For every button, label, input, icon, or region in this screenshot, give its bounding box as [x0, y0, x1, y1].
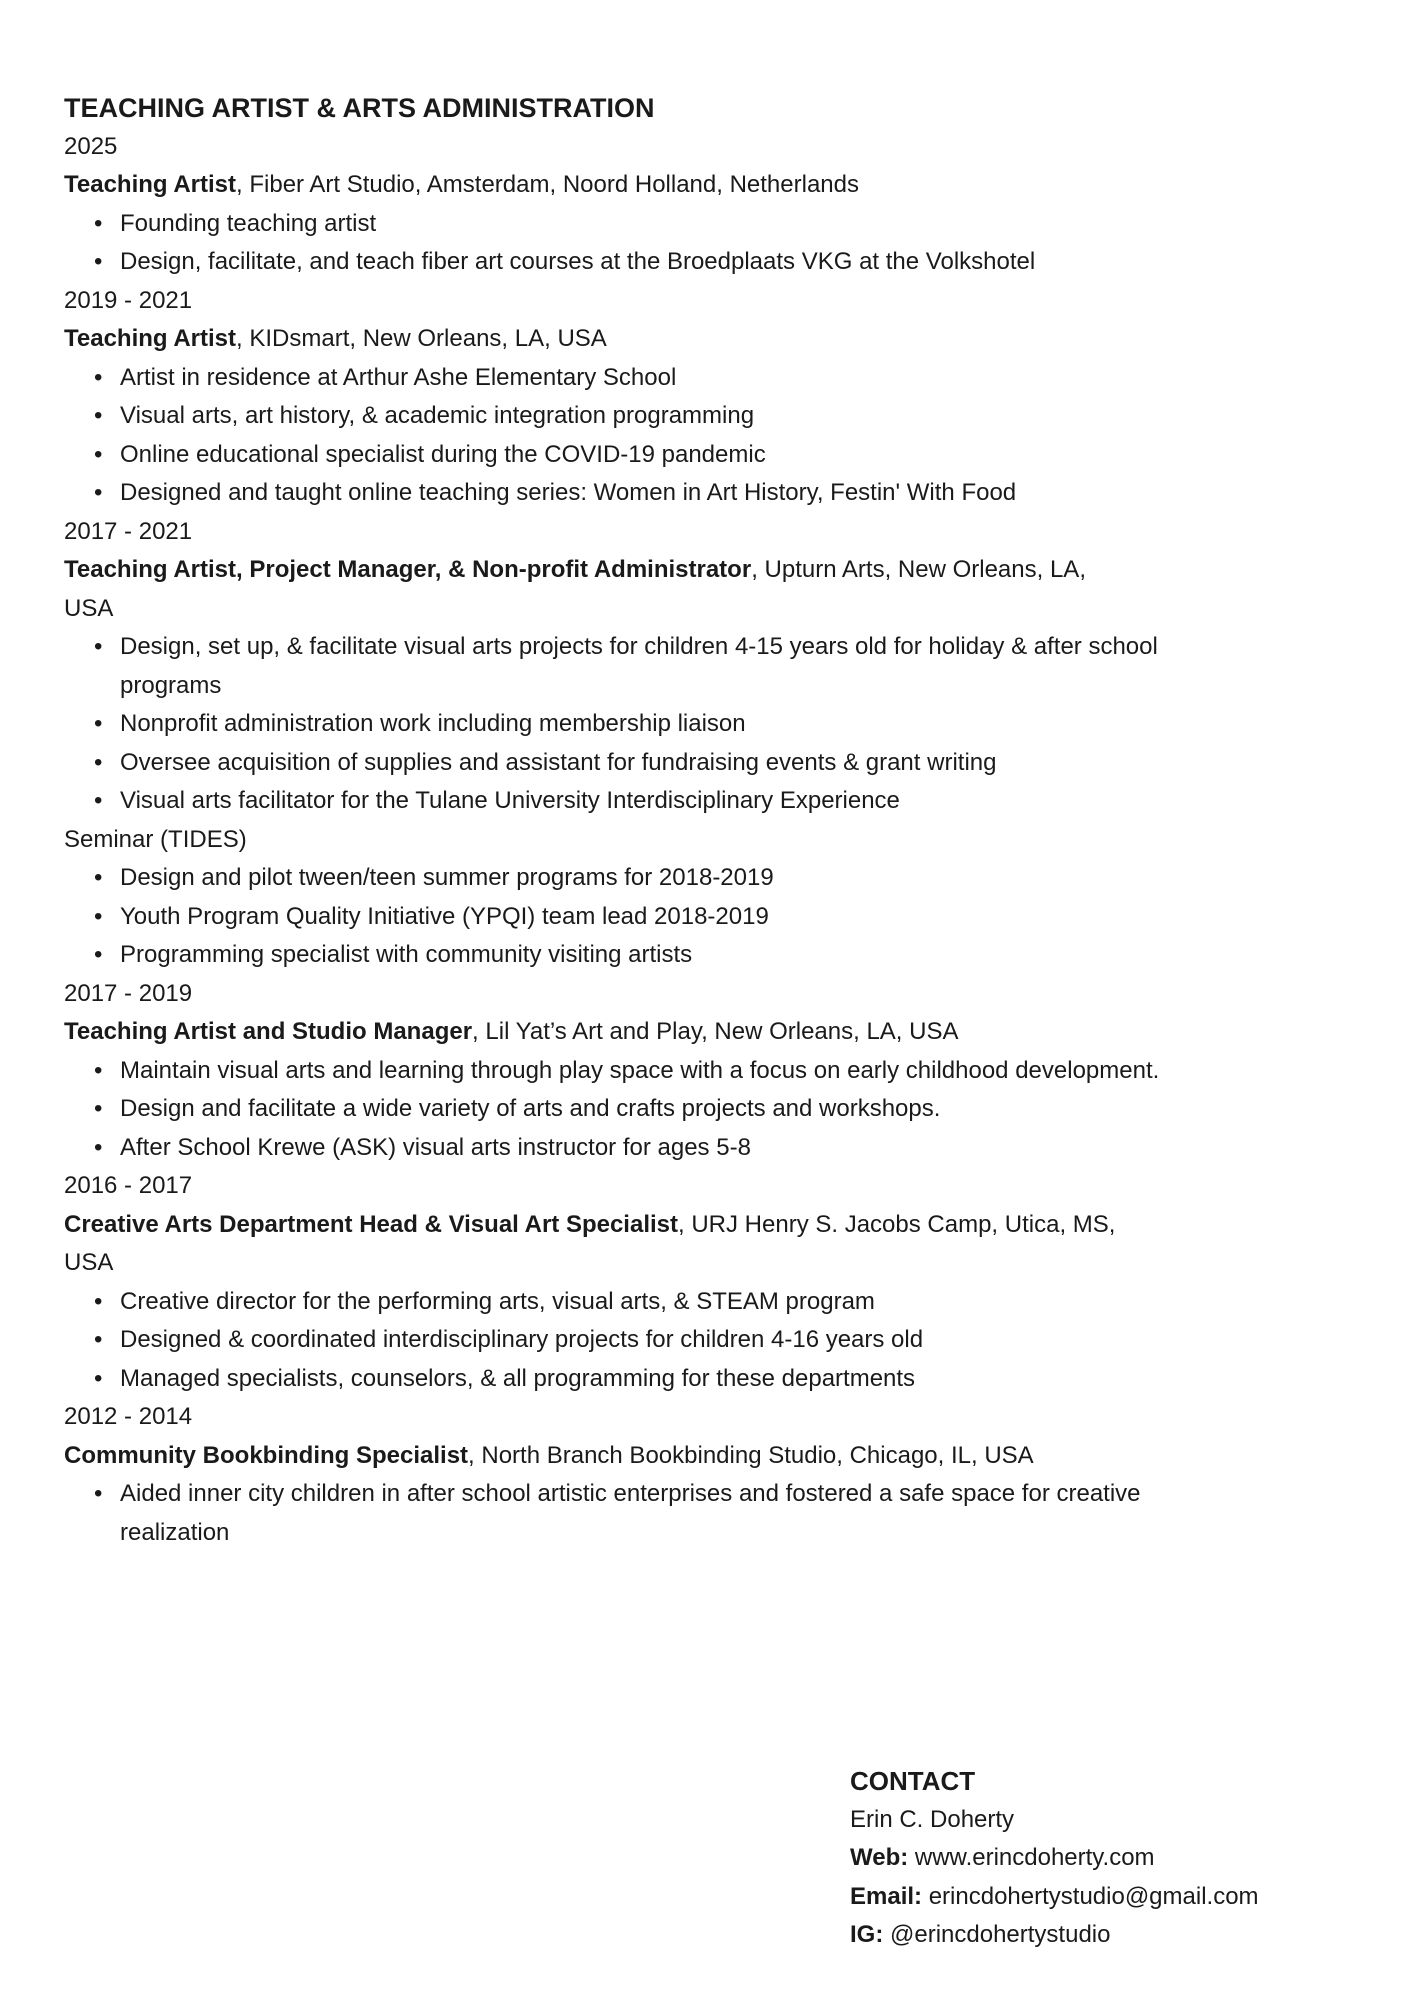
continuation-line: USA: [64, 594, 114, 622]
role-heading: [64, 551, 1350, 590]
contact-line: [850, 1839, 1259, 1878]
role-title: Community Bookbinding Specialist: [64, 1441, 469, 1469]
bullet-item: • Oversee acquisition of supplies and assistant for fundraising events & grant writing: [64, 744, 1240, 783]
bullet-item: • Founding teaching artist: [64, 205, 1240, 244]
bullet-item: • Managed specialists, counselors, & all programming for these departments: [64, 1360, 1240, 1399]
continuation-line: Seminar (TIDES): [64, 825, 247, 853]
bullet-item: • Programming specialist with community visiting artists: [64, 936, 1240, 975]
contact-items: [850, 1839, 1259, 1955]
continuation-line: USA: [64, 1249, 114, 1276]
contact-value: @erincdohertystudio: [890, 1921, 1111, 1948]
bullet-list: [64, 1475, 1350, 1552]
role-organization: , North Branch Bookbinding Studio, Chicago, IL, USA: [468, 1441, 1034, 1469]
bullet-item: • Artist in residence at Arthur Ashe Elementary School: [64, 359, 1240, 398]
bullet-list: [64, 359, 1350, 513]
bullet-list: [64, 205, 1350, 282]
period-line: 2017 - 2021: [64, 517, 193, 545]
bullet-item: • Nonprofit administration work including membership liaison: [64, 705, 1240, 744]
experience-blocks: [64, 128, 1350, 1553]
bullet-item: • Design and pilot tween/teen summer programs for 2018-2019: [64, 859, 1240, 898]
bullet-item: • Design and facilitate a wide variety of arts and crafts projects and workshops.: [64, 1090, 1240, 1129]
contact-line: [850, 1916, 1259, 1955]
bullet-item: • Visual arts, art history, & academic integration programming: [64, 397, 1240, 436]
bullet-item: • After School Krewe (ASK) visual arts instructor for ages 5-8: [64, 1129, 1240, 1168]
contact-label: Web:: [850, 1844, 909, 1871]
bullet-item: • Design, facilitate, and teach fiber art courses at the Broedplaats VKG at the Volkshotel: [64, 243, 1240, 282]
bullet-item: • Designed & coordinated interdisciplinary projects for children 4-16 years old: [64, 1321, 1240, 1360]
bullet-list: [64, 1052, 1350, 1168]
role-title: Creative Arts Department Head & Visual Art Specialist: [64, 1210, 678, 1238]
bullet-item: • Design, set up, & facilitate visual arts projects for children 4-15 years old for holiday & after school programs: [64, 628, 1240, 705]
role-heading: [64, 1206, 1350, 1245]
contact-value: www.erincdoherty.com: [914, 1844, 1155, 1871]
contact-name: Erin C. Doherty: [850, 1805, 1015, 1833]
section-title: TEACHING ARTIST & ARTS ADMINISTRATION: [64, 93, 655, 123]
role-organization: , KIDsmart, New Orleans, LA, USA: [236, 325, 607, 352]
contact-label: IG:: [850, 1921, 884, 1948]
role-organization: , Upturn Arts, New Orleans, LA,: [751, 556, 1086, 583]
role-organization: , URJ Henry S. Jacobs Camp, Utica, MS,: [678, 1210, 1116, 1238]
bullet-list: [64, 628, 1350, 821]
contact-heading: CONTACT: [850, 1766, 976, 1796]
bullet-list: [64, 859, 1350, 975]
role-organization: , Lil Yat’s Art and Play, New Orleans, LA, USA: [472, 1018, 959, 1045]
role-heading: [64, 1437, 1350, 1476]
period-line: 2017 - 2019: [64, 979, 193, 1007]
role-title: Teaching Artist: [64, 171, 237, 198]
contact-value: erincdohertystudio@gmail.com: [928, 1882, 1259, 1910]
role-heading: [64, 1013, 1350, 1052]
role-heading: [64, 320, 1350, 359]
contact-section: [850, 1762, 1259, 1955]
contact-line: [850, 1878, 1259, 1917]
bullet-item: • Online educational specialist during the COVID-19 pandemic: [64, 436, 1240, 475]
period-line: 2012 - 2014: [64, 1403, 193, 1430]
role-title: Teaching Artist, Project Manager, & Non-profit Administrator: [64, 556, 752, 583]
period-line: 2019 - 2021: [64, 286, 193, 314]
experience-section: [64, 89, 1350, 1552]
bullet-item: • Youth Program Quality Initiative (YPQI) team lead 2018-2019: [64, 898, 1240, 937]
role-title: Teaching Artist and Studio Manager: [64, 1018, 473, 1045]
bullet-item: • Creative director for the performing arts, visual arts, & STEAM program: [64, 1283, 1240, 1322]
period-line: 2025: [64, 132, 118, 160]
bullet-item: • Maintain visual arts and learning through play space with a focus on early childhood development.: [64, 1052, 1240, 1091]
bullet-list: [64, 1283, 1350, 1399]
contact-label: Email:: [850, 1882, 923, 1910]
role-title: Teaching Artist: [64, 325, 237, 352]
bullet-item: • Aided inner city children in after school artistic enterprises and fostered a safe space for creative realization: [64, 1475, 1240, 1552]
role-heading: [64, 166, 1350, 205]
role-organization: , Fiber Art Studio, Amsterdam, Noord Holland, Netherlands: [236, 171, 859, 198]
bullet-item: • Designed and taught online teaching series: Women in Art History, Festin' With Food: [64, 474, 1240, 513]
period-line: 2016 - 2017: [64, 1172, 193, 1199]
bullet-item: • Visual arts facilitator for the Tulane University Interdisciplinary Experience: [64, 782, 1240, 821]
